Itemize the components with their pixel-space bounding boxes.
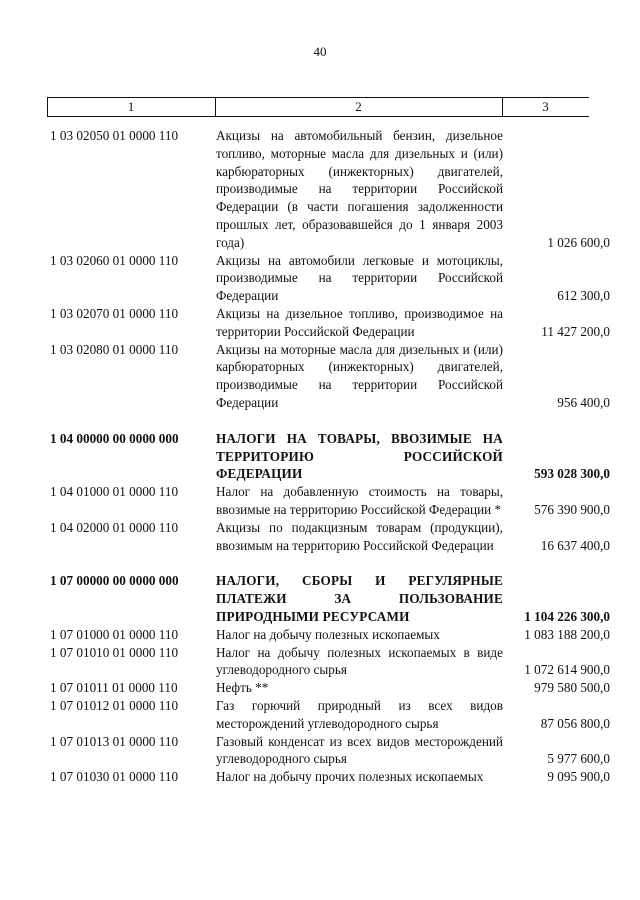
amount-value: 9 095 900,0 [547, 769, 610, 785]
column-header-name: 2 [355, 99, 362, 114]
item-name: Налог на добычу полезных ископаемых в виде углеводородного сырья [216, 644, 503, 678]
table-row [50, 768, 620, 786]
classification-code: 1 04 00000 00 0000 000 [50, 430, 179, 446]
item-name: Акцизы на автомобильный бензин, дизельное топливо, моторные масла для дизельных и (или) карбюраторных (инжекторных) двигателей, производимые на территории Российской Федерации (в части погашения задолженности прошлых лет, образовавшейся до 1 января 2003 года) [216, 128, 503, 250]
amount-value: 87 056 800,0 [540, 715, 610, 731]
classification-code: 1 03 02050 01 0000 110 [50, 128, 179, 143]
item-name: Налог на добычу полезных ископаемых [216, 626, 440, 642]
table-row [50, 733, 620, 769]
table-row [50, 626, 620, 644]
item-name: Налог на добавленную стоимость на товары, ввозимые на территорию Российской Федерации * [216, 484, 503, 517]
item-name: Газ горючий природный из всех видов месторождений углеводородного сырья [216, 697, 503, 731]
amount-value: 612 300,0 [557, 288, 610, 304]
classification-code: 1 07 01030 01 0000 110 [50, 769, 179, 785]
table-row [50, 341, 620, 412]
classification-code: 1 07 01000 01 0000 110 [50, 626, 179, 642]
classification-code: 1 07 01011 01 0000 110 [50, 680, 178, 696]
classification-code: 1 03 02080 01 0000 110 [50, 341, 179, 357]
section-gap [50, 554, 620, 572]
header-top-rule [47, 97, 589, 98]
page-number: 40 [313, 44, 327, 59]
header-bottom-rule [47, 116, 589, 117]
table-row [50, 644, 620, 680]
amount-value: 5 977 600,0 [547, 751, 610, 767]
table-row [50, 483, 620, 519]
classification-code: 1 03 02070 01 0000 110 [50, 305, 179, 321]
item-name: Газовый конденсат из всех видов месторождений углеводородного сырья [216, 733, 503, 767]
item-name: Налог на добычу прочих полезных ископаемых [216, 769, 484, 785]
amount-value: 1 026 600,0 [547, 234, 610, 250]
table-row [50, 697, 620, 733]
item-name: НАЛОГИ НА ТОВАРЫ, ВВОЗИМЫЕ НА ТЕРРИТОРИЮ РОССИЙСКОЙ ФЕДЕРАЦИИ [216, 430, 503, 482]
table-row [50, 679, 620, 697]
section-gap [50, 412, 620, 430]
budget-table-body [50, 127, 620, 786]
classification-code: 1 07 00000 00 0000 000 [50, 573, 179, 589]
amount-value: 11 427 200,0 [541, 323, 610, 339]
item-name: Акцизы на моторные масла для дизельных и (или) карбюраторных (инжекторных) двигателей, производимые на территории Российской Федерации [216, 341, 503, 410]
amount-value: 979 580 500,0 [534, 680, 610, 696]
column-header-code: 1 [127, 99, 135, 114]
classification-code: 1 04 02000 01 0000 110 [50, 519, 179, 535]
classification-code: 1 03 02060 01 0000 110 [50, 252, 179, 268]
table-row [50, 127, 620, 252]
amount-value: 1 083 188 200,0 [524, 626, 610, 642]
item-name: Акцизы на автомобили легковые и мотоциклы, производимые на территории Российской Федерации [216, 252, 503, 304]
table-row [50, 252, 620, 305]
table-row [50, 305, 620, 341]
item-name: Нефть ** [216, 680, 269, 696]
table-header [47, 97, 589, 117]
item-name: Акцизы на дизельное топливо, производимое на территории Российской Федерации [216, 305, 503, 339]
table-row [50, 519, 620, 555]
amount-value: 956 400,0 [557, 394, 610, 410]
column-header-amount: 3 [542, 99, 549, 114]
item-name: НАЛОГИ, СБОРЫ И РЕГУЛЯРНЫЕ ПЛАТЕЖИ ЗА ПОЛЬЗОВАНИЕ ПРИРОДНЫМИ РЕСУРСАМИ [216, 573, 503, 624]
classification-code: 1 07 01010 01 0000 110 [50, 644, 179, 660]
section-row [50, 430, 620, 483]
amount-value: 16 637 400,0 [540, 537, 610, 553]
amount-value: 1 104 226 300,0 [524, 608, 610, 624]
amount-value: 576 390 900,0 [534, 501, 610, 517]
classification-code: 1 04 01000 01 0000 110 [50, 484, 179, 500]
item-name: Акцизы по подакцизным товарам (продукции), ввозимым на территорию Российской Федерации [216, 519, 503, 553]
section-row [50, 572, 620, 625]
classification-code: 1 07 01013 01 0000 110 [50, 733, 179, 749]
amount-value: 593 028 300,0 [534, 466, 610, 482]
classification-code: 1 07 01012 01 0000 110 [50, 697, 179, 713]
amount-value: 1 072 614 900,0 [524, 662, 610, 678]
